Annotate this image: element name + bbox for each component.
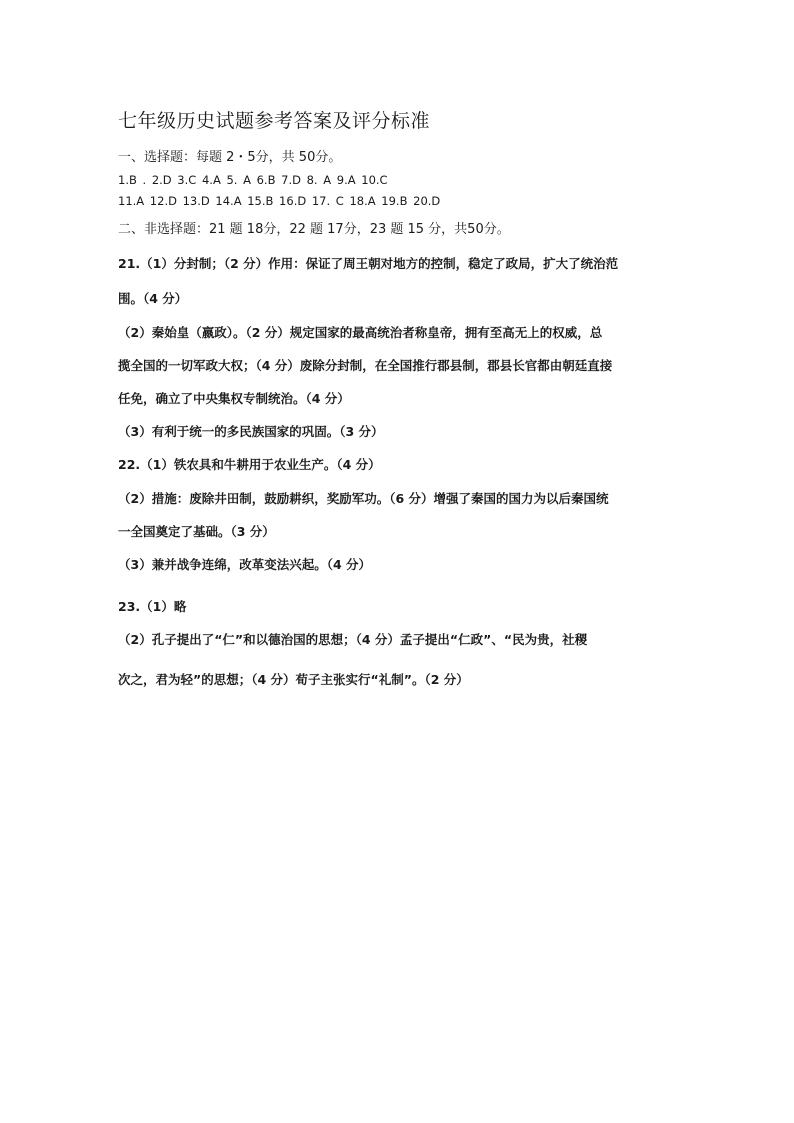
q22-line-3: 一全国奠定了基础。（3 分）	[118, 524, 275, 539]
q23-line-1: 23.（1）略	[118, 599, 187, 614]
q21-line-1: 21.（1）分封制；（2 分）作用：保证了周王朝对地方的控制，稳定了政局，扩大了统治范	[118, 256, 619, 271]
q21-line-3: （2）秦始皇（嬴政）。（2 分）规定国家的最高统治者称皇帝，拥有至高无上的权威，总	[118, 325, 603, 340]
choice-answers-row-1: 1.B . 2.D 3.C 4.A 5. A 6.B 7.D 8. A 9.A 10.C	[118, 173, 388, 187]
q21-line-2: 围。（4 分）	[118, 291, 188, 306]
section2-heading: 二、非选择题：21 题 18分，22 题 17分，23 题 15 分，共50分。	[118, 222, 510, 237]
q21-line-6: （3）有利于统一的多民族国家的巩固。（3 分）	[118, 424, 384, 439]
q22-line-1: 22.（1）铁农具和牛耕用于农业生产。（4 分）	[118, 457, 381, 472]
q23-line-3: 次之，君为轻”的思想；（4 分）荀子主张实行“礼制”。（2 分）	[118, 672, 469, 687]
q21-line-5: 任免，确立了中央集权专制统治。（4 分）	[118, 391, 350, 406]
q21-line-4: 揽全国的一切军政大权；（4 分）废除分封制，在全国推行郡县制，郡县长官都由朝廷直接	[118, 358, 613, 373]
document-title: 七年级历史试题参考答案及评分标准	[118, 110, 431, 132]
choice-answers-row-2: 11.A 12.D 13.D 14.A 15.B 16.D 17. C 18.A 19.B 20.D	[118, 194, 441, 208]
section1-heading: 一、选择题：每题 2・5分，共 50分。	[118, 150, 342, 165]
q22-line-2: （2）措施：废除井田制，鼓励耕织，奖励军功。（6 分）增强了秦国的国力为以后秦国统	[118, 491, 609, 506]
q23-line-2: （2）孔子提出了“仁”和以德治国的思想；（4 分）孟子提出“仁政”、“民为贵，社稷	[118, 632, 588, 647]
q22-line-4: （3）兼并战争连绵，改革变法兴起。（4 分）	[118, 557, 371, 572]
